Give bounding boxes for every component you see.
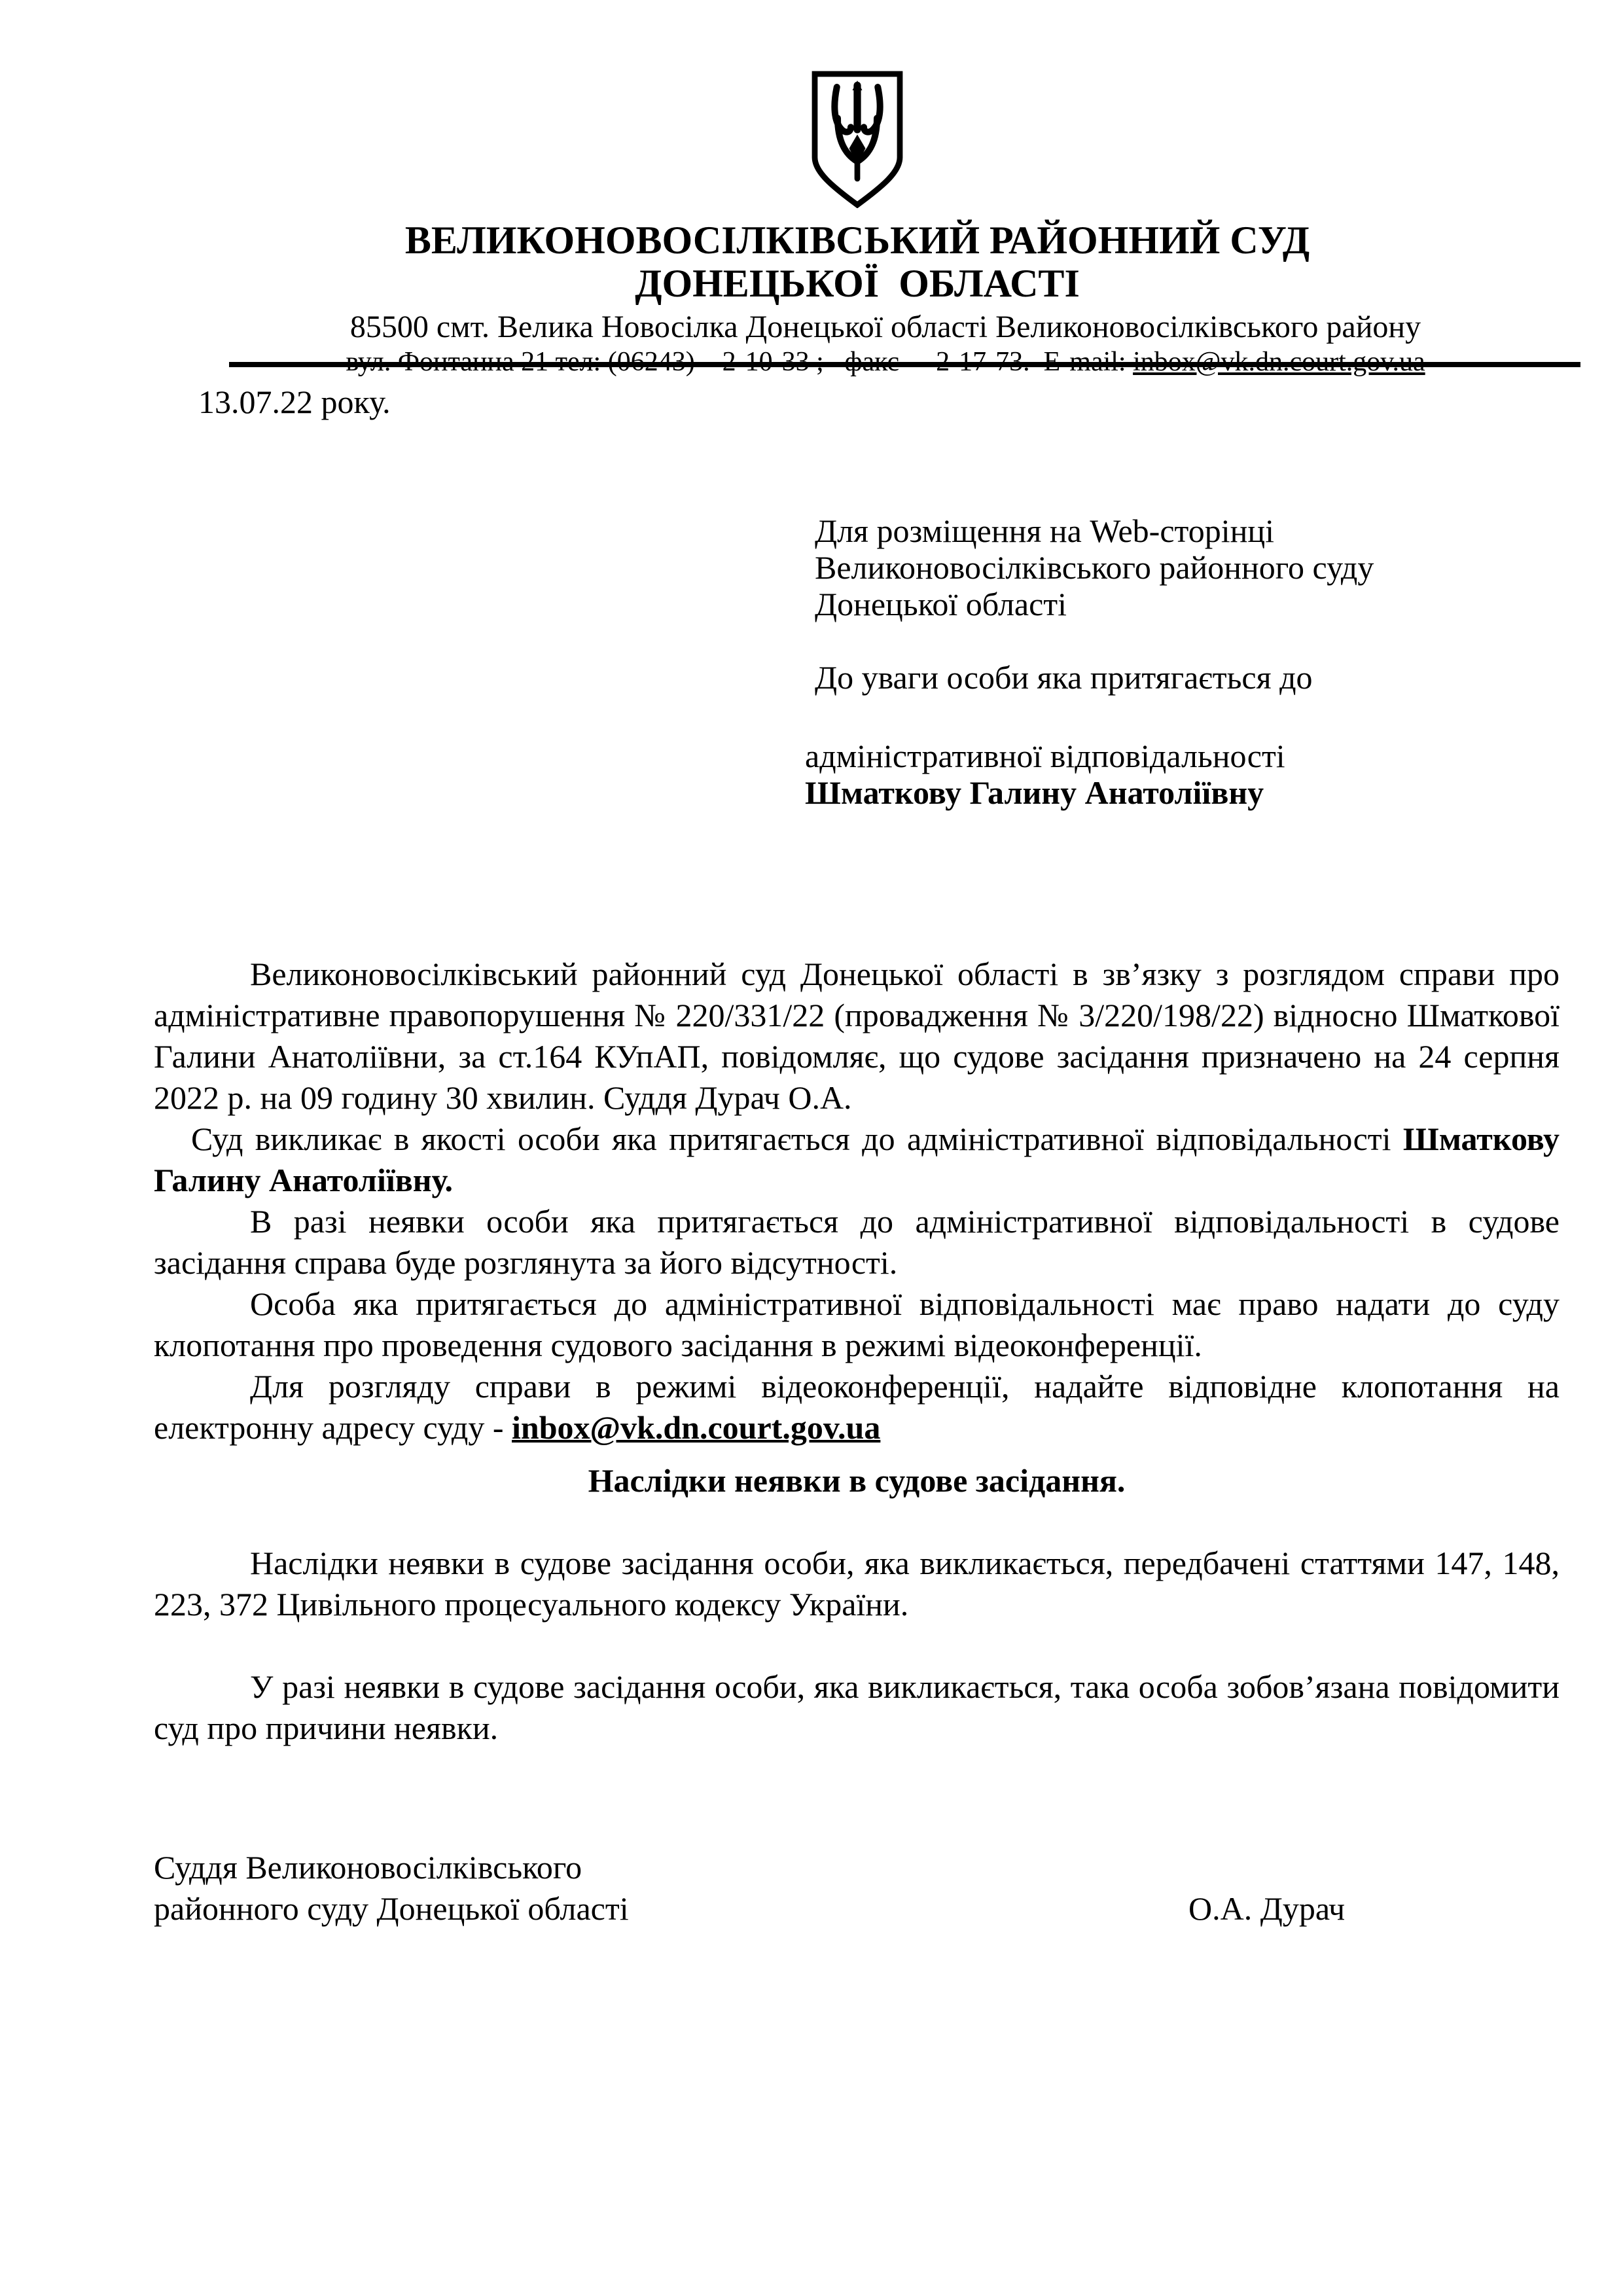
addressee-line: Донецької області bbox=[815, 586, 1067, 622]
court-name-line1: ВЕЛИКОНОВОСІЛКІВСЬКИЙ РАЙОННИЙ СУД bbox=[404, 219, 1310, 262]
summons-text: Суд викликає в якості особи яка притягається до адміністративної відповідальності bbox=[191, 1121, 1403, 1157]
addressee-person-name: Шматкову Галину Анатоліївну bbox=[805, 774, 1264, 811]
signature-title-line1: Суддя Великоновосілківського bbox=[154, 1849, 582, 1886]
summoned-person-name: Шматкову Галину Анатоліївну. bbox=[154, 1121, 1560, 1198]
signature-block bbox=[154, 1847, 1560, 1929]
attention-line: До уваги особи яка притягається до bbox=[815, 659, 1313, 696]
signature-title-line2: районного суду Донецької області bbox=[154, 1890, 629, 1927]
judge-name: О.А. Дурач bbox=[1188, 1890, 1346, 1927]
paragraph-case-info: Великоновосілківський районний суд Донецької області в зв’язку з розглядом справи про адміністративне правопорушення № 220/331/22 (провадження № 3/220/198/22) відносно Шматкової Галини Анатоліївни, за ст.164 КУпАП, повідомляє, що судове засідання призначено на 24 серпня 2022 р. на 09 годину 30 хвилин. Суддя Дурач О.А. bbox=[154, 956, 1560, 1116]
addressee-line: Для розміщення на Web-сторінці bbox=[815, 512, 1275, 549]
paragraph-videoconference-request bbox=[154, 1366, 1560, 1448]
court-address-line: 85500 смт. Велика Новосілка Донецької області Великоновосілківського району bbox=[349, 310, 1421, 344]
paragraph-videoconference-right: Особа яка притягається до адміністративної відповідальності має право надати до суду клопотання про проведення судового засідання в режимі відеоконференції. bbox=[154, 1285, 1560, 1363]
section-heading-consequences: Наслідки неявки в судове засідання. bbox=[588, 1462, 1126, 1499]
request-text: Для розгляду справи в режимі відеоконференції, надайте відповідне клопотання на електронну адресу суду - bbox=[154, 1368, 1560, 1446]
paragraph-summons bbox=[154, 1119, 1560, 1201]
liability-line: адміністративної відповідальності bbox=[805, 738, 1285, 774]
paragraph-absence-consequence: В разі неявки особи яка притягається до адміністративної відповідальності в судове засідання справа буде розглянута за його відсутності. bbox=[154, 1203, 1560, 1281]
letter-body bbox=[154, 954, 1560, 1929]
spacer bbox=[815, 696, 1374, 732]
letterhead-divider-rule bbox=[229, 362, 1580, 367]
court-name-line2: ДОНЕЦЬКОЇ ОБЛАСТІ bbox=[635, 262, 1080, 305]
court-letterhead bbox=[154, 0, 1561, 378]
paragraph-codex-articles: Наслідки неявки в судове засідання особи, яка викликається, передбачені статтями 147, 148, 223, 372 Цивільного процесуального кодексу України. bbox=[154, 1545, 1560, 1623]
court-email-bold: inbox@vk.dn.court.gov.ua bbox=[512, 1409, 881, 1446]
ukraine-trident-emblem-icon bbox=[808, 71, 906, 208]
addressee-block bbox=[805, 512, 1374, 811]
paragraph-notify-court: У разі неявки в судове засідання особи, яка викликається, така особа зобов’язана повідомити суд про причини неявки. bbox=[154, 1668, 1560, 1746]
document-date: 13.07.22 року. bbox=[198, 384, 391, 420]
emblem-wrap bbox=[154, 71, 1561, 208]
addressee-line: Великоновосілківського районного суду bbox=[815, 549, 1374, 586]
spacer bbox=[815, 622, 1374, 659]
